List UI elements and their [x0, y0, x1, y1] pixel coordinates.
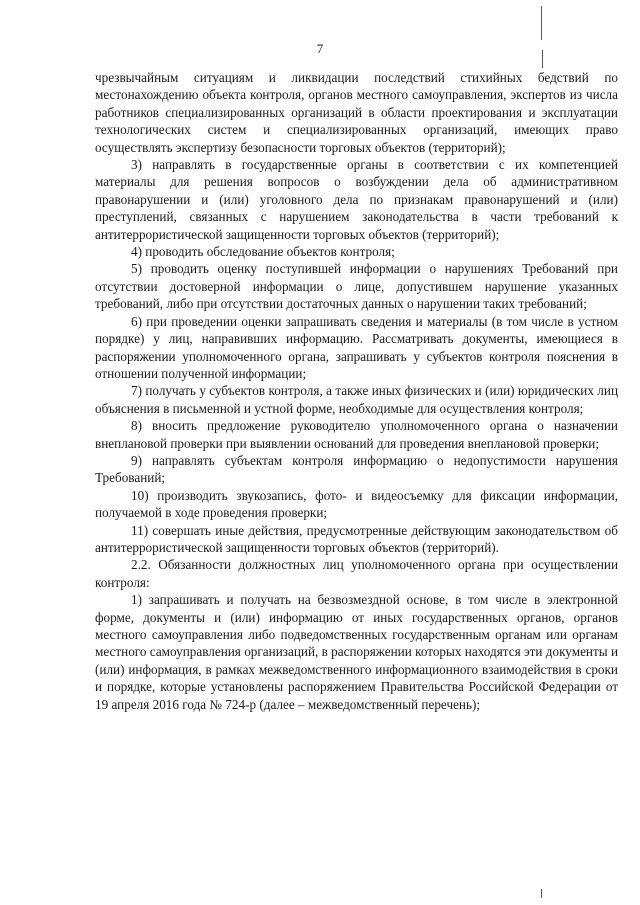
list-item-10: 10) производить звукозапись, фото- и видеосъемку для фиксации информации, получаемой в ходе проведения проверки; — [95, 487, 618, 521]
section-heading-2-2: 2.2. Обязанности должностных лиц уполномоченного органа при осуществлении контроля: — [95, 557, 618, 590]
scan-mark-top — [541, 6, 542, 40]
document-body — [95, 69, 618, 713]
paragraph-continuation: чрезвычайным ситуациям и ликвидации последствий стихийных бедствий по местонахождению объекта контроля, органов местного самоуправления, экспертов из числа работников специализированных организаций в области проектирования и эксплуатации технологических систем и специализированных организаций, имеющих право осуществлять экспертизу безопасности торговых объектов (территорий); — [95, 70, 618, 155]
list-item-5: 5) проводить оценку поступившей информации о нарушениях Требований при отсутствии достоверной информации о лице, допустившем нарушение указанных требований, либо при отсутствии достаточных данных о нарушении таких требований; — [95, 261, 618, 312]
list-item-3: 3) направлять в государственные органы в соответствии с их компетенцией материалы для решения вопросов о возбуждении дела об административном правонарушении и (или) уголовного дела по признакам правонарушений и (или) преступлений, связанных с нарушением законодательства в части требований к антитеррористической защищенности торговых объектов (территорий); — [95, 157, 618, 242]
duty-item-1: 1) запрашивать и получать на безвозмездной основе, в том числе в электронной форме, документы и (или) информацию от иных государственных органов, органов местного самоуправления либо подведомственных государственным органам или органам местного самоуправления организаций, в распоряжении которых находятся эти документы и (или) информация, в рамках межведомственного информационного взаимодействия в сроки и порядке, которые установлены распоряжением Правительства Российской Федерации от 19 апреля 2016 года № 724-р (далее – межведомственный перечень); — [95, 592, 618, 712]
list-item-7: 7) получать у субъектов контроля, а также иных физических и (или) юридических лиц объяснения в письменной и устной форме, необходимые для осуществления контроля; — [95, 383, 618, 416]
list-item-11: 11) совершать иные действия, предусмотренные действующим законодательством об антитеррористической защищенности торговых объектов (территорий). — [95, 522, 618, 555]
list-item-8: 8) вносить предложение руководителю уполномоченного органа о назначении внеплановой проверки при выявлении оснований для проведения внеплановой проверки; — [95, 418, 618, 451]
page-number: 7 — [316, 41, 324, 56]
scan-mark-bottom — [541, 889, 542, 898]
list-item-6: 6) при проведении оценки запрашивать сведения и материалы (в том числе в устном порядке) у лиц, направивших информацию. Рассматривать документы, имеющиеся в распоряжении уполномоченного органа, запрашивать у субъектов контроля пояснения в отношении полученной информации; — [95, 313, 618, 381]
list-item-4: 4) проводить обследование объектов контроля; — [131, 244, 395, 260]
scan-mark-mid — [542, 50, 543, 68]
list-item-9: 9) направлять субъектам контроля информацию о недопустимости нарушения Требований; — [95, 452, 618, 486]
